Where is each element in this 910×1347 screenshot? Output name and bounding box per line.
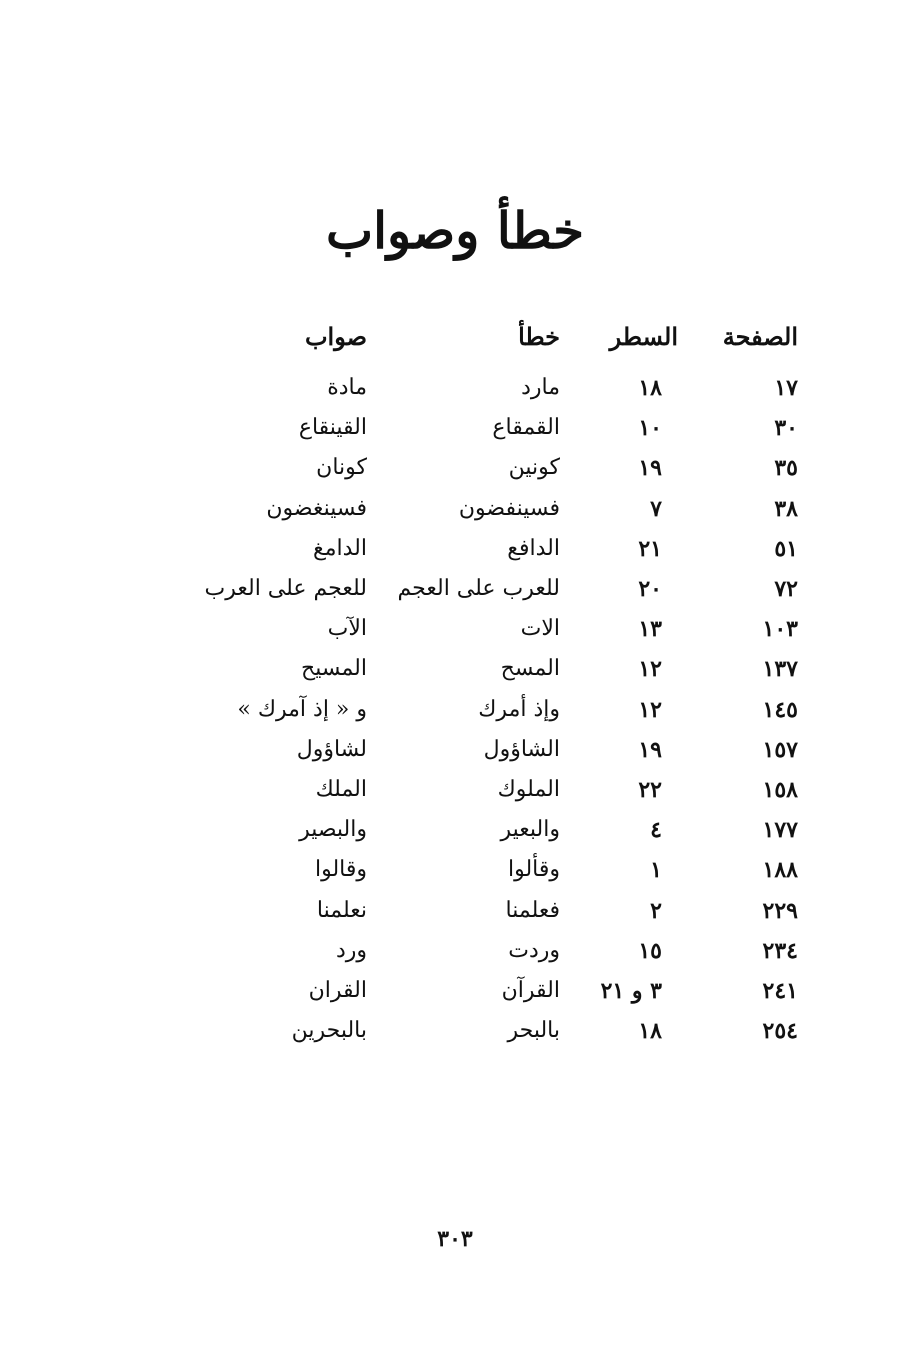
page-cell: ١٥٨ (762, 777, 798, 803)
wrong-cell: بالبحر (507, 1018, 560, 1043)
page-cell: ٢٤١ (762, 978, 798, 1004)
page-title: خطأ وصواب (326, 201, 584, 260)
line-cell: ١٨ (638, 375, 662, 401)
header-right: صواب (304, 322, 367, 351)
right-cell: فسينغضون (266, 496, 367, 521)
wrong-cell: فعلمنا (505, 898, 560, 923)
wrong-cell: فسينفضون (458, 496, 560, 521)
page-cell: ١٠٣ (762, 616, 798, 642)
line-cell: ٢١ (638, 536, 662, 562)
right-cell: كونان (316, 455, 367, 480)
wrong-cell: والبعير (500, 817, 560, 842)
wrong-cell: الات (520, 616, 560, 641)
line-cell: ٢ (650, 898, 662, 924)
wrong-cell: كونين (508, 455, 560, 480)
wrong-cell: وقألوا (507, 857, 560, 882)
line-cell: ١٢ (638, 697, 662, 723)
right-cell: الآب (327, 616, 367, 641)
wrong-cell: مارد (521, 375, 560, 400)
page-cell: ٢٣٤ (762, 938, 798, 964)
page-cell: ٣٨ (774, 496, 798, 522)
page-cell: ٢٥٤ (762, 1018, 798, 1044)
wrong-cell: وإذ أمرك (478, 697, 560, 722)
right-cell: ورد (335, 938, 367, 963)
line-cell: ١ (650, 857, 662, 883)
line-cell: ٢٠ (638, 576, 662, 602)
line-cell: ١٩ (638, 455, 662, 481)
line-cell: ١٢ (638, 656, 662, 682)
right-cell: وقالوا (314, 857, 367, 882)
right-cell: للعجم على العرب (204, 576, 367, 601)
line-cell: ١٣ (638, 616, 662, 642)
line-cell: ٤ (650, 817, 662, 843)
page-cell: ١٤٥ (762, 697, 798, 723)
wrong-cell: الشاؤول (483, 737, 560, 762)
wrong-cell: وردت (508, 938, 560, 963)
page-cell: ١٧٧ (762, 817, 798, 843)
page-cell: ١٥٧ (762, 737, 798, 763)
wrong-cell: الدافع (507, 536, 560, 561)
right-cell: لشاؤول (296, 737, 367, 762)
right-cell: الدامغ (313, 536, 367, 561)
right-cell: المسيح (301, 656, 367, 681)
header-wrong: خطأ (518, 322, 560, 351)
line-cell: ١٨ (638, 1018, 662, 1044)
line-cell: ٣ و ٢١ (600, 978, 662, 1004)
wrong-cell: المسح (500, 656, 560, 681)
wrong-cell: القرآن (501, 978, 560, 1003)
right-cell: القران (308, 978, 367, 1003)
line-cell: ١٠ (638, 415, 662, 441)
page-cell: ٢٢٩ (762, 898, 798, 924)
header-line: السطر (609, 322, 678, 351)
header-page: الصفحة (722, 322, 798, 351)
line-cell: ٧ (650, 496, 662, 522)
line-cell: ١٩ (638, 737, 662, 763)
right-cell: القينقاع (298, 415, 367, 440)
right-cell: نعلمنا (316, 898, 367, 923)
right-cell: و « إذ آمرك » (237, 697, 367, 722)
wrong-cell: القمقاع (492, 415, 560, 440)
line-cell: ١٥ (638, 938, 662, 964)
right-cell: مادة (327, 375, 367, 400)
page-cell: ٣٠ (774, 415, 798, 441)
page-cell: ٣٥ (774, 455, 798, 481)
page-cell: ١٨٨ (762, 857, 798, 883)
page-cell: ١٣٧ (762, 656, 798, 682)
wrong-cell: الملوك (497, 777, 560, 802)
wrong-cell: للعرب على العجم (397, 576, 560, 601)
line-cell: ٢٢ (638, 777, 662, 803)
right-cell: والبصير (299, 817, 367, 842)
right-cell: الملك (315, 777, 367, 802)
page-number: ٣٠٣ (437, 1226, 473, 1252)
page-cell: ١٧ (774, 375, 798, 401)
right-cell: بالبحرين (291, 1018, 367, 1043)
page-cell: ٧٢ (774, 576, 798, 602)
page-cell: ٥١ (774, 536, 798, 562)
